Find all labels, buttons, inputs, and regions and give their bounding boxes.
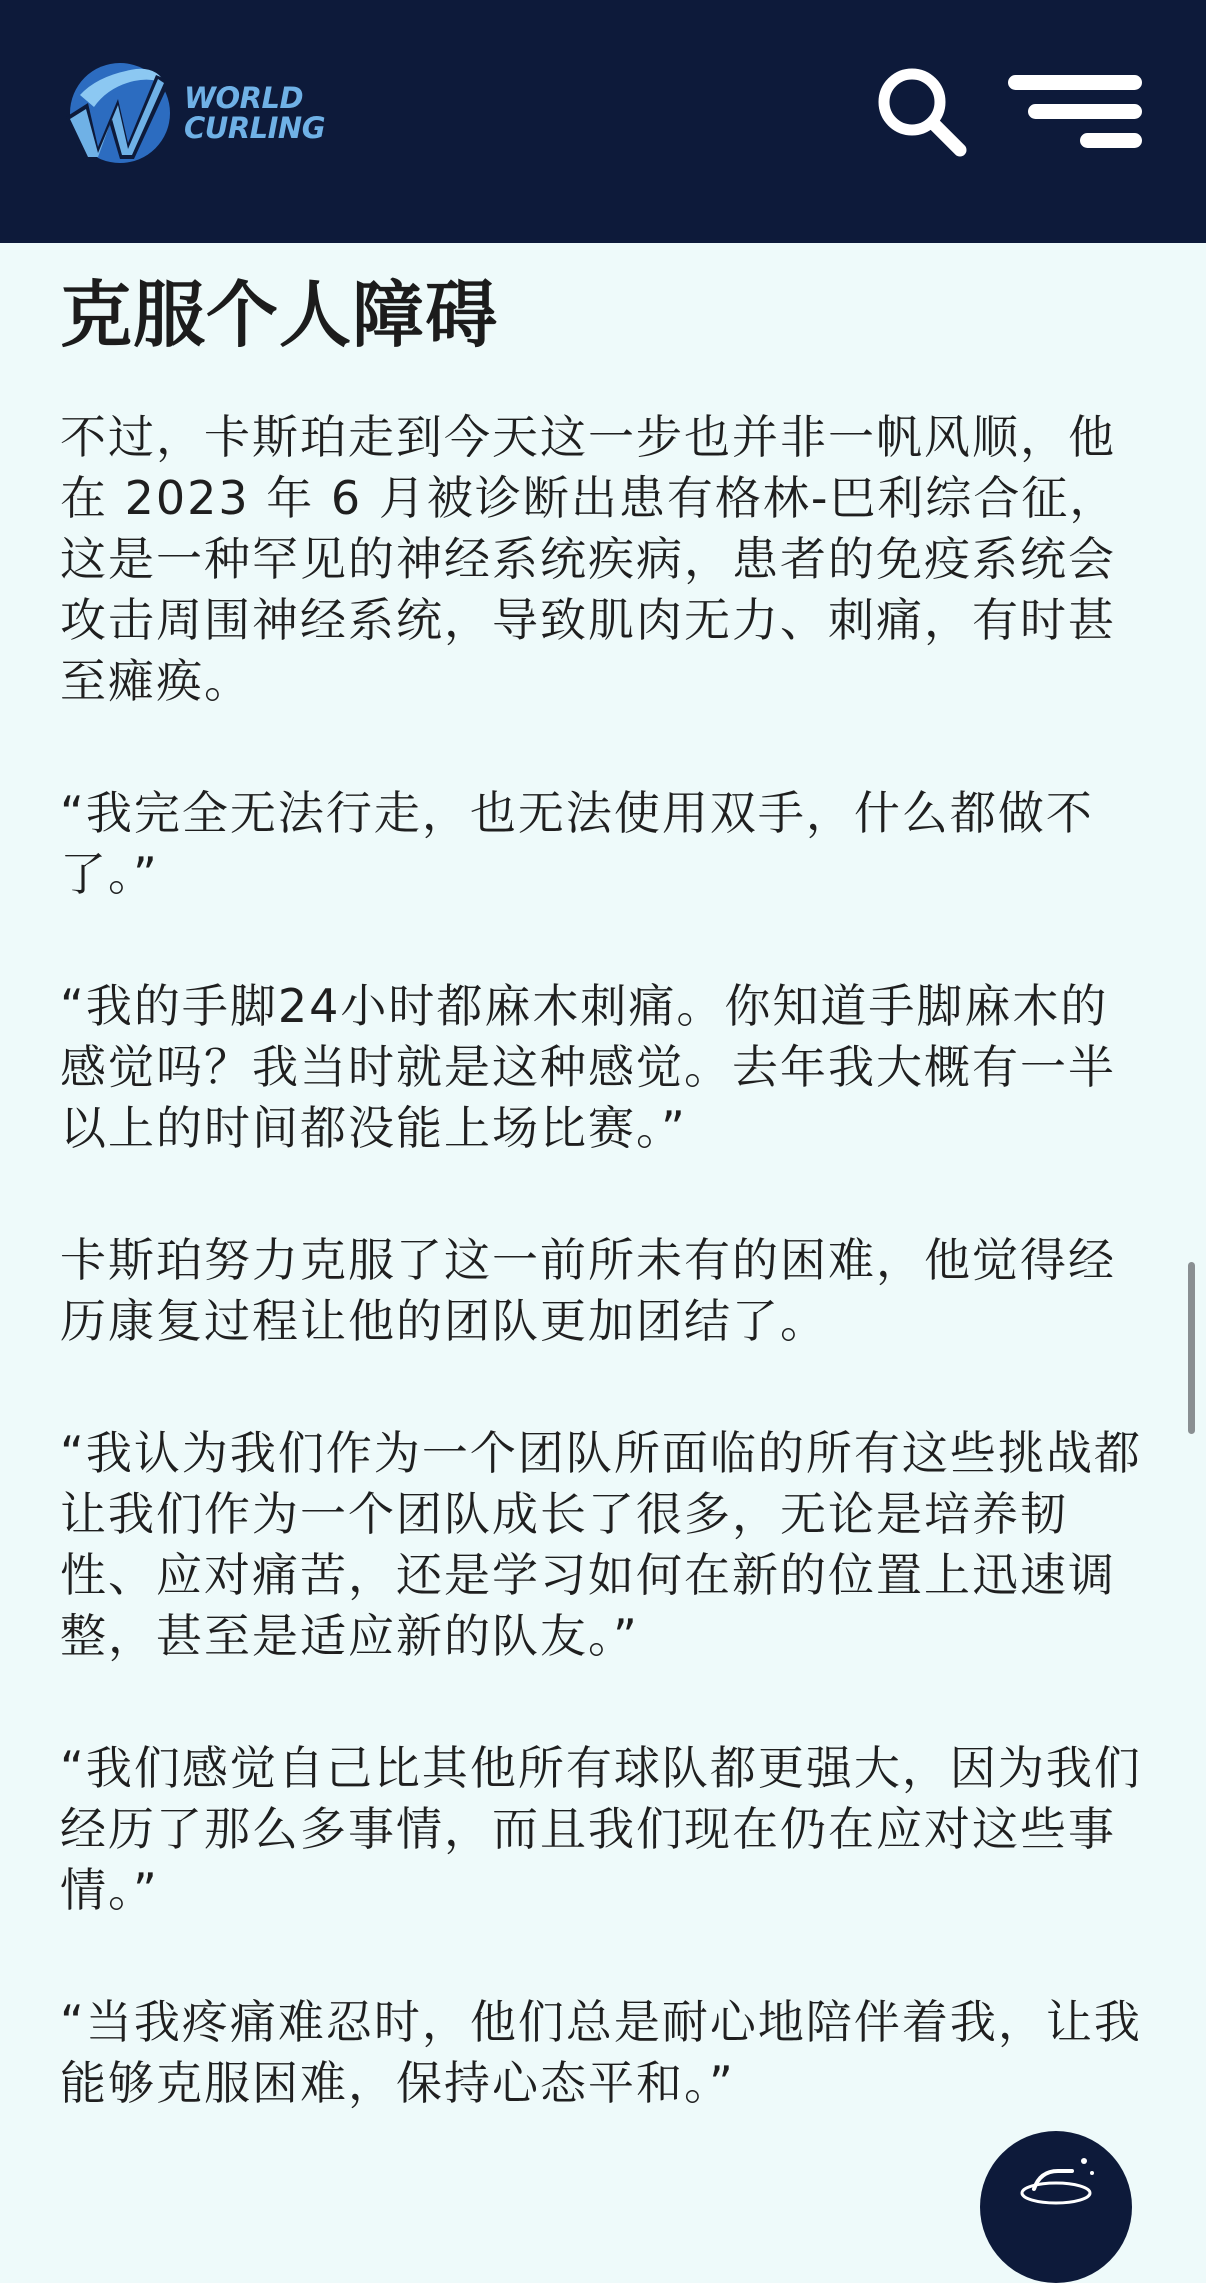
logo-line-world: WORLD	[184, 80, 304, 115]
site-header	[0, 0, 1206, 243]
world-curling-logo[interactable]	[58, 55, 338, 170]
scrollbar-thumb[interactable]	[1188, 1262, 1195, 1434]
hamburger-menu-line	[1080, 133, 1142, 148]
article-quote: “当我疼痛难忍时，他们总是耐心地陪伴着我，让我能够克服困难，保持心态平和。”	[60, 1995, 1142, 2110]
logo-line-curling: CURLING	[184, 110, 326, 145]
article-quote: “我的手脚24小时都麻木刺痛。你知道手脚麻木的感觉吗？我当时就是这种感觉。去年我大概有一半以上的时间都没能上场比赛。”	[60, 979, 1116, 1155]
world-curling-logo-icon	[58, 55, 178, 170]
logo-wordmark	[184, 80, 326, 145]
hamburger-menu-line	[1028, 104, 1142, 119]
article-quote: “我认为我们作为一个团队所面临的所有这些挑战都让我们作为一个团队成长了很多，无论是培养韧性、应对痛苦，还是学习如何在新的位置上迅速调整，甚至是适应新的队友。”	[60, 1426, 1142, 1663]
article-quote: “我完全无法行走，也无法使用双手，什么都做不了。”	[60, 786, 1094, 901]
curling-stone-icon	[980, 2131, 1132, 2283]
article-quote: “我们感觉自己比其他所有球队都更强大，因为我们经历了那么多事情，而且我们现在仍在应对这些事情。”	[60, 1741, 1142, 1917]
article-paragraph: 卡斯珀努力克服了这一前所未有的困难，他觉得经历康复过程让他的团队更加团结了。	[60, 1233, 1116, 1348]
hamburger-menu-icon	[1008, 75, 1142, 90]
section-heading: 克服个人障碍	[60, 273, 499, 357]
menu-button[interactable]	[1008, 72, 1142, 152]
search-button[interactable]	[872, 62, 972, 162]
article-body	[60, 243, 1150, 2114]
floating-action-button[interactable]	[980, 2131, 1132, 2283]
search-icon	[872, 62, 972, 162]
article-paragraph: 不过，卡斯珀走到今天这一步也并非一帆风顺，他在 2023 年 6 月被诊断出患有格林-巴利综合征，这是一种罕见的神经系统疾病，患者的免疫系统会攻击周围神经系统，导致肌肉无力、刺痛，有时甚至瘫痪。	[60, 410, 1118, 708]
